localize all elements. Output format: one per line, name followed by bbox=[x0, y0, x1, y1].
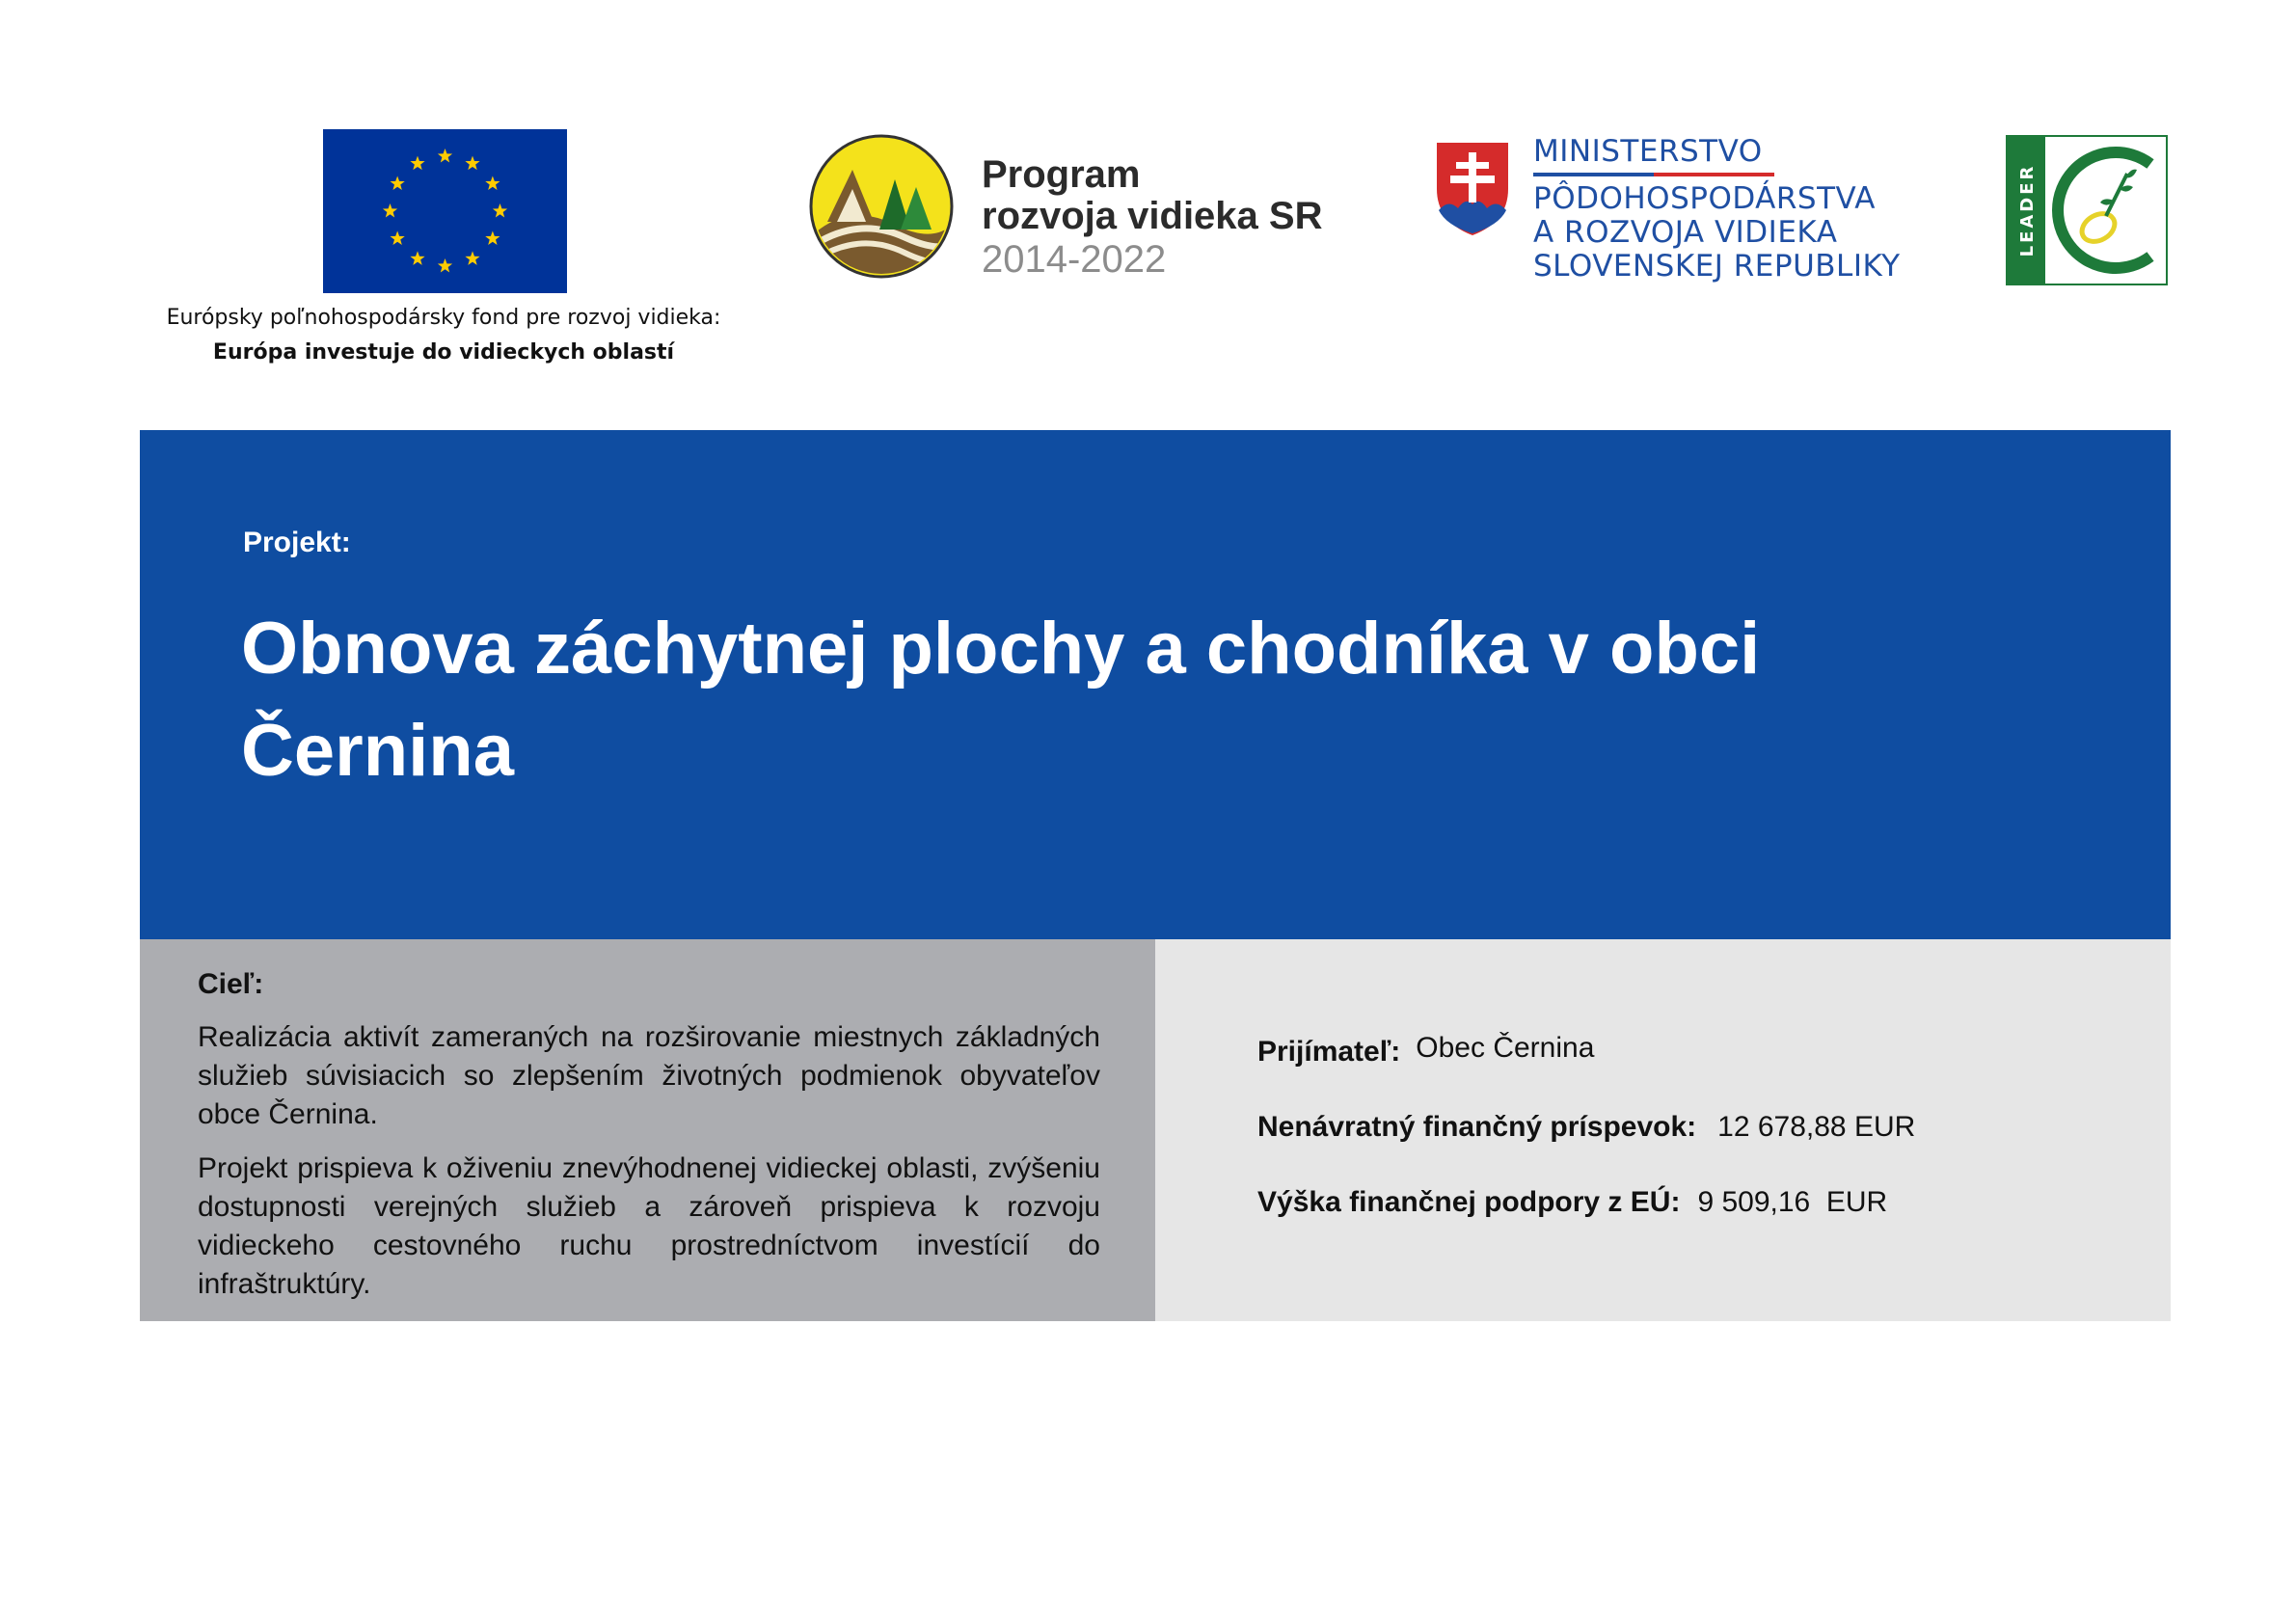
ministry-line2: PÔDOHOSPODÁRSTVA bbox=[1533, 181, 1876, 216]
eu-support-value: 9 509,16 EUR bbox=[1697, 1186, 1888, 1218]
prv-program-name bbox=[982, 154, 1322, 282]
eu-support-row bbox=[1257, 1186, 1887, 1219]
funding-info-panel bbox=[1155, 939, 2171, 1321]
eu-fund-name: Európsky poľnohospodársky fond pre rozvoj vidieka: bbox=[166, 306, 721, 330]
project-band bbox=[140, 430, 2171, 939]
grant-value: 12 678,88 EUR bbox=[1717, 1111, 1916, 1143]
goal-panel bbox=[140, 939, 1155, 1321]
eu-support-label: Výška finančnej podpory z EÚ: bbox=[1257, 1186, 1681, 1218]
recipient-row bbox=[1257, 1032, 1595, 1068]
grant-label: Nenávratný finančný príspevok: bbox=[1257, 1111, 1697, 1143]
goal-paragraph-1: Realizácia aktivít zameraných na rozširovanie miestnych základných služieb súvisiacich so zlepšením životných podmienok obyvateľov obce Černina. bbox=[198, 1021, 1100, 1130]
prv-line2: rozvoja vidieka SR bbox=[982, 195, 1323, 237]
goal-paragraph-2: Projekt prispieva k oživeniu znevýhodnenej vidieckej oblasti, zvýšeniu dostupnosti verejných služieb a zároveň prispieva k rozvoju vidieckeho cestovného ruchu prostredníctvom investícií do infraštruktúry. bbox=[198, 1152, 1100, 1300]
rural-development-emblem-icon bbox=[808, 133, 955, 280]
ministry-line3: A ROZVOJA VIDIEKA bbox=[1533, 215, 1838, 250]
ministry-name bbox=[1533, 135, 1901, 284]
project-title: Obnova záchytnej plochy a chodníka v obci Černina bbox=[241, 608, 1761, 792]
svg-text:LEADER: LEADER bbox=[2017, 163, 2038, 257]
slovak-coat-of-arms-icon bbox=[1435, 141, 1510, 237]
ministry-divider bbox=[1533, 173, 1774, 176]
leader-logo-icon bbox=[2006, 135, 2168, 285]
eu-fund-caption bbox=[96, 301, 791, 370]
prv-years: 2014-2022 bbox=[982, 238, 1167, 281]
eu-fund-slogan: Európa investuje do vidieckych oblastí bbox=[212, 340, 675, 365]
grant-row bbox=[1257, 1111, 1915, 1144]
project-label: Projekt: bbox=[243, 527, 351, 558]
ministry-line1: MINISTERSTVO bbox=[1533, 134, 1763, 169]
recipient-label: Prijímateľ: bbox=[1257, 1036, 1401, 1068]
eu-flag-icon bbox=[323, 129, 567, 293]
prv-line1: Program bbox=[982, 153, 1141, 196]
ministry-line4: SLOVENSKEJ REPUBLIKY bbox=[1533, 249, 1901, 284]
goal-heading: Cieľ: bbox=[198, 968, 264, 1000]
recipient-value: Obec Černina bbox=[1416, 1032, 1595, 1064]
goal-description bbox=[198, 1018, 1100, 1319]
